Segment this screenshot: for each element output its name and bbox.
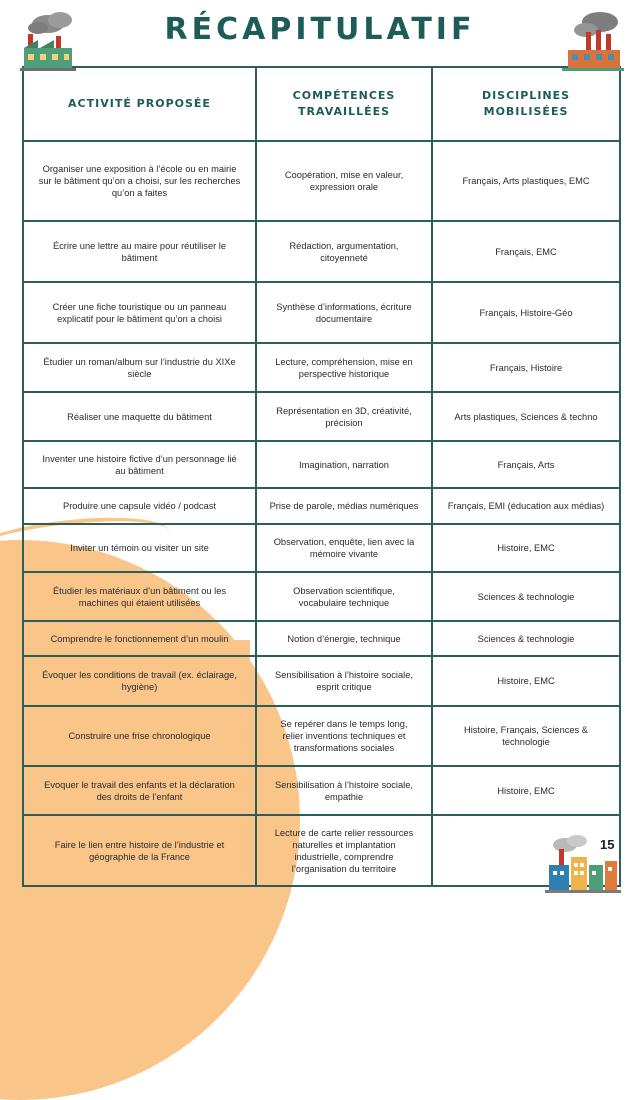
disciplines-cell: Français, Arts <box>432 441 620 488</box>
skills-cell: Notion d’énergie, technique <box>256 621 432 656</box>
disciplines-cell: Arts plastiques, Sciences & techno <box>432 392 620 441</box>
table-row <box>23 488 620 524</box>
page-number: 15 <box>600 837 615 852</box>
table-row <box>23 524 620 572</box>
header-activity: ACTIVITÉ PROPOSÉE <box>23 67 256 141</box>
skills-cell: Représentation en 3D, créativité, précision <box>256 392 432 441</box>
disciplines-cell: Histoire, EMC <box>432 656 620 706</box>
table-row <box>23 656 620 706</box>
page-title: RÉCAPITULATIF <box>164 12 476 47</box>
table-row <box>23 621 620 656</box>
skills-cell: Rédaction, argumentation, citoyenneté <box>256 221 432 282</box>
skills-cell: Imagination, narration <box>256 441 432 488</box>
activity-cell: Écrire une lettre au maire pour réutiliser le bâtiment <box>23 221 256 282</box>
table-row <box>23 141 620 221</box>
header-skills: COMPÉTENCES TRAVAILLÉES <box>256 67 432 141</box>
skills-cell: Se repérer dans le temps long, relier inventions techniques et transformations sociales <box>256 706 432 766</box>
skills-cell: Lecture, compréhension, mise en perspective historique <box>256 343 432 392</box>
activity-cell: Inviter un témoin ou visiter un site <box>23 524 256 572</box>
disciplines-cell: Français, EMI (éducation aux médias) <box>432 488 620 524</box>
activity-cell: Réaliser une maquette du bâtiment <box>23 392 256 441</box>
skills-cell: Sensibilisation à l’histoire sociale, esprit critique <box>256 656 432 706</box>
table-row <box>23 343 620 392</box>
disciplines-cell: Histoire, EMC <box>432 766 620 815</box>
activity-cell: Étudier un roman/album sur l’industrie du XIXe siècle <box>23 343 256 392</box>
activity-cell: Étudier les matériaux d’un bâtiment ou les machines qui étaient utilisées <box>23 572 256 621</box>
activity-cell: Organiser une exposition à l’école ou en mairie sur le bâtiment qu’on a choisi, sur les recherches qu’on a faites <box>23 141 256 221</box>
skills-cell: Sensibilisation à l’histoire sociale, empathie <box>256 766 432 815</box>
disciplines-cell: Français, EMC <box>432 221 620 282</box>
activity-cell: Évoquer les conditions de travail (ex. éclairage, hygiène) <box>23 656 256 706</box>
disciplines-cell: Français, Histoire-Géo <box>432 282 620 343</box>
activity-cell: Créer une fiche touristique ou un panneau explicatif pour le bâtiment qu’on a choisi <box>23 282 256 343</box>
recap-table <box>22 66 621 887</box>
disciplines-cell: Histoire, EMC <box>432 524 620 572</box>
activity-cell: Construire une frise chronologique <box>23 706 256 766</box>
table-row <box>23 441 620 488</box>
disciplines-cell: Français, Histoire <box>432 343 620 392</box>
activity-cell: Evoquer le travail des enfants et la déclaration des droits de l’enfant <box>23 766 256 815</box>
skills-cell: Lecture de carte relier ressources naturelles et implantation industrielle, comprendre l’organisation du territoire <box>256 815 432 886</box>
factory-icon <box>560 10 626 72</box>
table-row <box>23 706 620 766</box>
table-row <box>23 815 620 886</box>
table-row <box>23 766 620 815</box>
skills-cell: Observation scientifique, vocabulaire technique <box>256 572 432 621</box>
table-row <box>23 221 620 282</box>
disciplines-cell: Sciences & technologie <box>432 621 620 656</box>
activity-cell: Comprendre le fonctionnement d’un moulin <box>23 621 256 656</box>
table-row <box>23 282 620 343</box>
header-disciplines: DISCIPLINES MOBILISÉES <box>432 67 620 141</box>
skills-cell: Prise de parole, médias numériques <box>256 488 432 524</box>
table-row <box>23 392 620 441</box>
skills-cell: Coopération, mise en valeur, expression orale <box>256 141 432 221</box>
activity-cell: Inventer une histoire fictive d’un personnage lié au bâtiment <box>23 441 256 488</box>
table-header-row <box>23 67 620 141</box>
skills-cell: Synthèse d’informations, écriture documentaire <box>256 282 432 343</box>
disciplines-cell: Français, Arts plastiques, EMC <box>432 141 620 221</box>
disciplines-cell: Sciences & technologie <box>432 572 620 621</box>
disciplines-cell: Histoire, Français, Sciences & technologie <box>432 706 620 766</box>
activity-cell: Produire une capsule vidéo / podcast <box>23 488 256 524</box>
activity-cell: Faire le lien entre histoire de l’industrie et géographie de la France <box>23 815 256 886</box>
skills-cell: Observation, enquête, lien avec la mémoire vivante <box>256 524 432 572</box>
table-row <box>23 572 620 621</box>
